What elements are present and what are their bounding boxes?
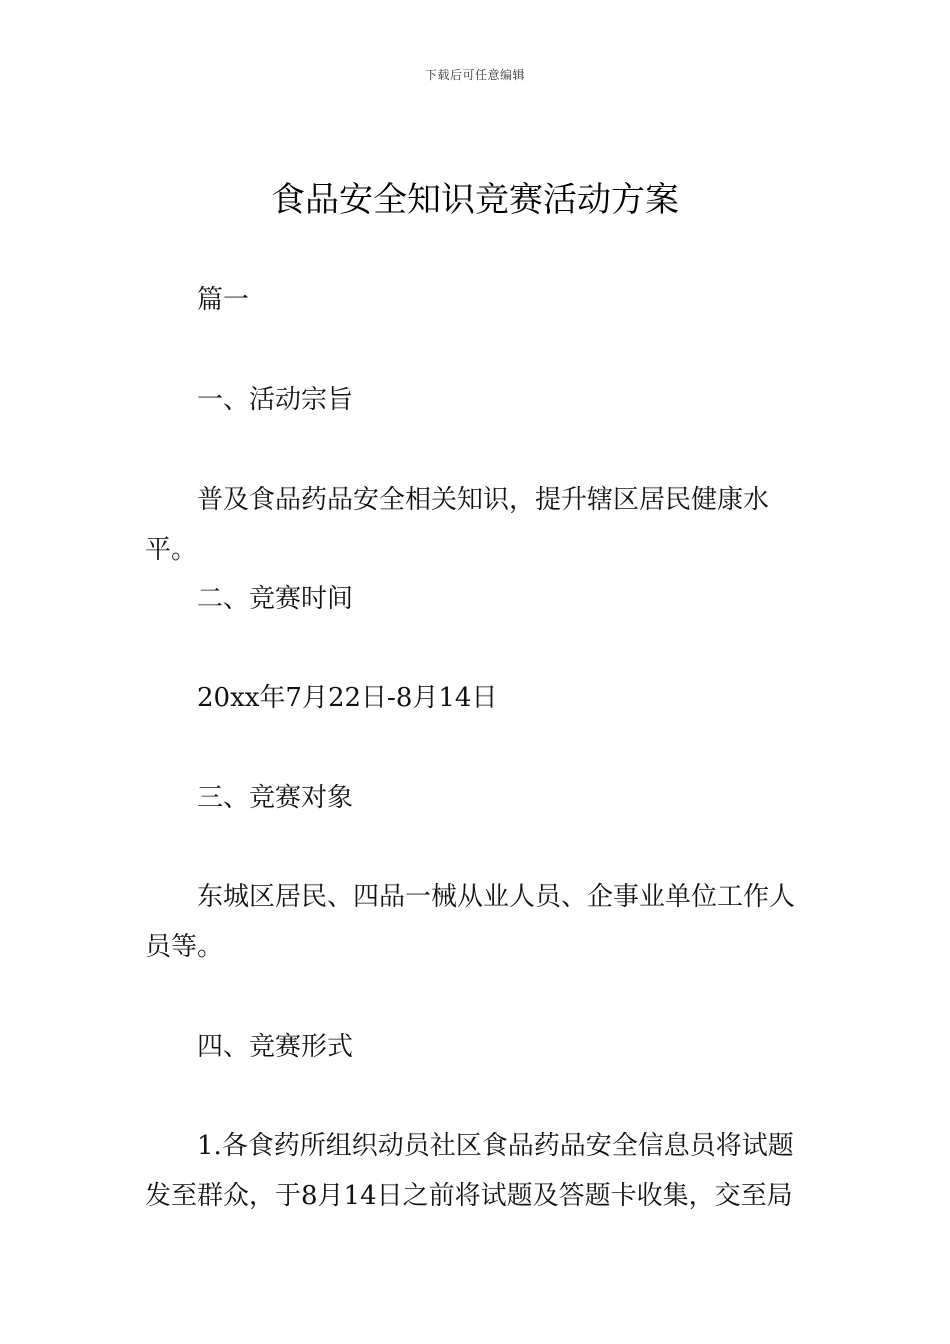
- heading-time: 二、竞赛时间: [197, 584, 354, 614]
- time-text: 20xx年7月22日-8月14日: [197, 683, 498, 713]
- format-item-1: 1.各食药所组织动员社区食品药品安全信息员将试题发至群众，于8月14日之前将试题及答题卡收集，交至局: [145, 1131, 794, 1211]
- purpose-text: 普及食品药品安全相关知识，提升辖区居民健康水平。: [145, 485, 770, 565]
- heading-participants: 三、竞赛对象: [197, 783, 354, 813]
- section-label: 篇一: [197, 285, 250, 315]
- heading-format: 四、竞赛形式: [197, 1032, 354, 1062]
- participants-text: 东城区居民、四品一械从业人员、企事业单位工作人员等。: [145, 882, 796, 962]
- heading-purpose: 一、活动宗旨: [197, 385, 354, 415]
- header-note: 下载后可任意编辑: [424, 68, 525, 82]
- document-title: 食品安全知识竞赛活动方案: [271, 180, 679, 220]
